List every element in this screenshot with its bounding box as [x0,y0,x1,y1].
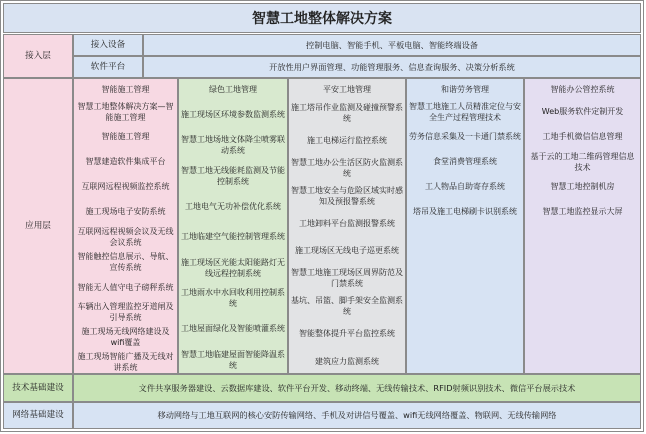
app-item: 工地手机微信信息管理 [542,132,623,141]
app-item: 施工现场智能广播及无线对讲系统 [77,352,174,373]
app-item: 车辆出入管理监控牙道闸及引导系统 [77,302,174,323]
app-column-header: 绿色工地管理 [209,84,257,94]
app-column-5 [524,78,641,374]
app-item: 施工现场区环境参数监测系统 [181,109,285,119]
app-item: 工地屋面绿化及智能喷灌系统 [181,324,285,334]
network-value: 移动网络与工地互联网的核心安防传输网络、手机及对讲信号覆盖、wifi无线网络覆盖、物联网、无线传输网络 [73,402,641,429]
app-layer-label: 应用层 [3,78,73,374]
app-item: 工地卸料平台监测报警系统 [299,218,395,228]
app-column-header: 和谐劳务管理 [441,84,489,94]
app-column-3 [288,78,406,374]
app-item: 施工现场无线网络建设及wifi覆盖 [81,327,170,348]
access-devices-label: 接入设备 [73,34,143,56]
app-item: 劳务信息采集及一卡通门禁系统 [409,132,521,141]
app-item: 智能整体提升平台监控系统 [299,329,395,339]
tech-label: 技术基础建设 [3,374,73,402]
app-item: 施工现场区无线电子巡更系统 [295,246,399,256]
app-item: 基坑、吊篮、脚手架安全监测系统 [291,295,403,316]
app-item: 智能施工管理 [101,132,150,142]
app-column-header: 智能办公管控系统 [550,84,615,94]
app-item: 工地临建空气能控制管理系统 [181,232,285,242]
app-column-4 [406,78,524,374]
app-item: 施工现场区光能太阳能路灯无线远程控制系统 [181,257,285,278]
app-item: 智能触控信息展示、导航、宣传系统 [77,252,174,273]
access-software-label: 软件平台 [73,56,143,78]
app-item: 智慧工地临建屋面智能降温系统 [181,349,285,370]
app-item: 智慧工地施工现场区周界防范及门禁系统 [291,268,403,289]
app-column-2 [178,78,288,374]
app-column-header: 智能施工管理 [101,84,150,94]
access-devices-value: 控制电脑、智能手机、平板电脑、智能终端设备 [143,34,641,56]
app-column-1 [73,78,178,374]
app-item: 塔吊及施工电梯刷卡识别系统 [413,207,517,216]
app-item: 智慧工地施工人员精准定位与安全生产过程管理技术 [409,101,521,122]
app-item: 智慧工地控制机房 [550,182,615,191]
app-item: 智能无人值守电子磅秤系统 [77,282,174,292]
app-item: 施工电梯运行监控系统 [307,135,387,145]
app-item: 智慧工地安全与危险区域实时感知及预报警系统 [291,185,403,206]
app-item: 工地电气无功补偿优化系统 [185,201,281,211]
app-item: 施工现场电子安防系统 [85,207,166,217]
app-item: 基于云的工地二维码管理信息技术 [530,151,635,172]
access-layer-label: 接入层 [3,34,73,78]
diagram-title: 智慧工地整体解决方案 [3,3,641,33]
app-item: 智慧建造软件集成平台 [85,157,166,167]
app-item: 建筑应力监测系统 [315,356,379,366]
app-column-header: 平安工地管理 [323,84,371,94]
app-item: 智慧工地场地文体降尘喷雾联动系统 [181,134,285,155]
app-item: 工人物品自助寄存系统 [425,182,505,191]
network-label: 网络基础建设 [3,402,73,429]
app-item: 智慧工地办公生活区防火监测系统 [291,157,403,178]
app-item: 互联网远程视频监控系统 [81,182,170,192]
app-item: 食堂消费管理系统 [433,157,497,166]
app-item: 互联网远程视频会议及无线会议系统 [77,226,174,247]
app-item: 智慧工地整体解决方案—智能施工管理 [77,101,174,122]
access-software-value: 开放性用户界面管理、功能管理服务、信息查询服务、决策分析系统 [143,56,641,78]
app-item: 智慧工地监控显示大屏 [542,207,623,216]
app-item: 智慧工地无线能耗监测及节能控制系统 [181,165,285,186]
tech-value: 文件共享服务器建设、云数据库建设、软件平台开发、移动终端、无线传输技术、RFID射频识别技术、微信平台展示技术 [73,374,641,402]
app-item: 施工塔吊作业监测及碰撞预警系统 [291,102,403,123]
app-item: 工地雨水中水回收利用控制系统 [181,288,285,309]
app-item: Web服务软件定制开发 [541,107,624,116]
